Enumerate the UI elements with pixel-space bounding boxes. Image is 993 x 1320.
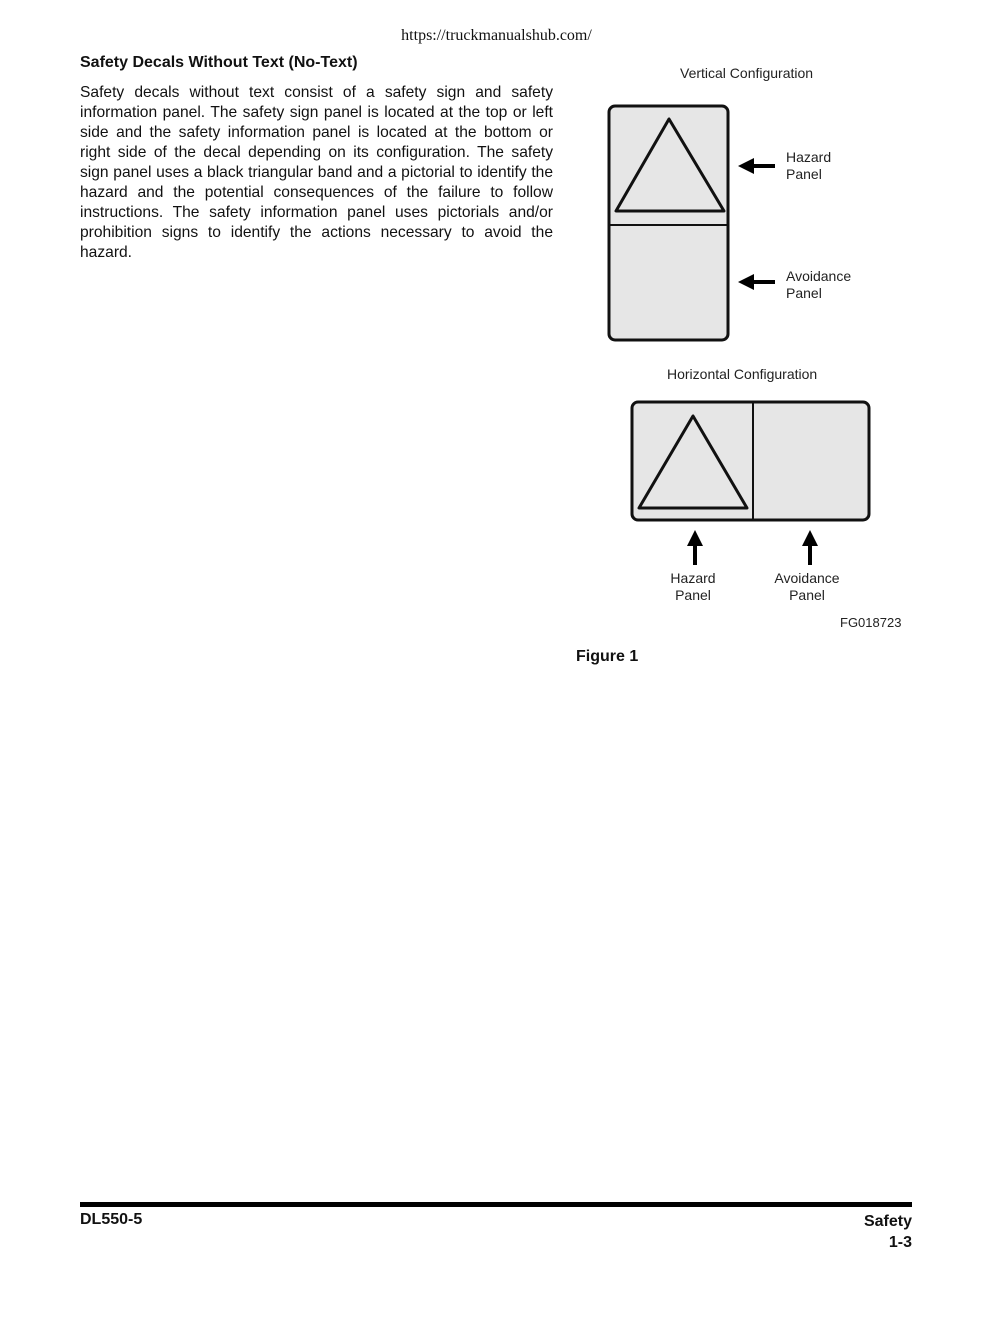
horizontal-hazard-arrow bbox=[687, 530, 703, 565]
vertical-config-title: Vertical Configuration bbox=[680, 65, 814, 81]
decal-figure bbox=[580, 60, 920, 620]
vertical-hazard-arrow bbox=[738, 158, 775, 174]
section-body: Safety decals without text consist of a safety sign and safety information panel. The safety sign panel is located at the top or left side and the safety information panel is located at the bottom or right side of the decal depending on its configuration. The safety sign panel uses a black triangular band and a pictorial to identify the hazard and the potential consequences of the failure to follow instructions. The safety information panel uses pictorials and/or prohibition signs to identify the actions necessary to avoid the hazard. bbox=[80, 84, 553, 261]
horizontal-config-title: Horizontal Configuration bbox=[667, 366, 818, 382]
footer-page-number: 1-3 bbox=[888, 1234, 912, 1251]
vertical-hazard-label bbox=[786, 149, 831, 183]
header-url: https://truckmanualshub.com/ bbox=[401, 27, 592, 44]
vertical-avoidance-label-line2: Panel bbox=[786, 285, 822, 301]
figure-caption: Figure 1 bbox=[576, 648, 639, 665]
footer-section-name: Safety bbox=[863, 1213, 912, 1230]
vertical-decal-outline bbox=[609, 106, 728, 340]
horizontal-hazard-label-line2: Panel bbox=[675, 587, 711, 603]
vertical-avoidance-label-line1: Avoidance bbox=[786, 268, 852, 284]
footer-rule bbox=[80, 1202, 912, 1207]
horizontal-avoidance-label-line1: Avoidance bbox=[774, 570, 840, 586]
horizontal-avoidance-label-line2: Panel bbox=[789, 587, 825, 603]
horizontal-hazard-label bbox=[653, 570, 733, 604]
footer-model: DL550-5 bbox=[80, 1211, 143, 1228]
figure-code: FG018723 bbox=[840, 615, 902, 630]
vertical-hazard-label-line2: Panel bbox=[786, 166, 822, 182]
vertical-avoidance-label bbox=[786, 268, 851, 302]
horizontal-decal bbox=[632, 402, 869, 520]
vertical-decal bbox=[609, 106, 728, 340]
horizontal-avoidance-arrow bbox=[802, 530, 818, 565]
horizontal-hazard-label-line1: Hazard bbox=[670, 570, 716, 586]
vertical-hazard-label-line1: Hazard bbox=[786, 149, 832, 165]
section-title: Safety Decals Without Text (No-Text) bbox=[80, 54, 358, 71]
vertical-avoidance-arrow bbox=[738, 274, 775, 290]
footer-page-info bbox=[864, 1211, 912, 1253]
horizontal-avoidance-label bbox=[762, 570, 852, 604]
